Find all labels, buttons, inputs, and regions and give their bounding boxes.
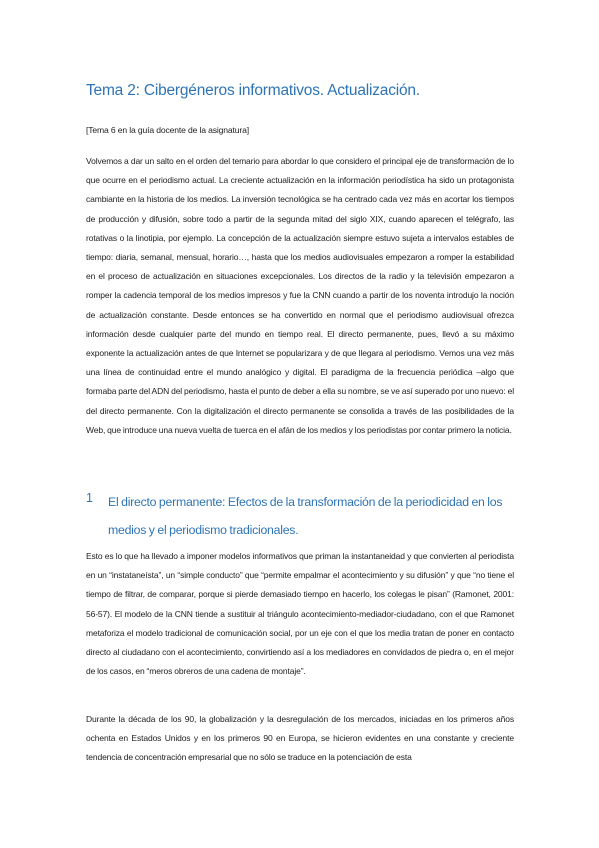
- section-number: 1: [86, 491, 93, 505]
- body-paragraph: Durante la década de los 90, la globalización y la desregulación de los mercados, iniciadas en los primeros años ochenta en Estados Unidos y en los primeros 90 en Europa, se hicieron evidentes en una constante y creciente tendencia de concentración empresarial que no sólo se traduce en la potenciación de esta: [86, 714, 514, 763]
- body-paragraph: Esto es lo que ha llevado a imponer modelos informativos que priman la instantaneidad y que convierten al periodista en un “instataneísta”, un “simple conducto” que “permite empalmar el acontecimiento y su difusión” y que “no tiene el tiempo de filtrar, de comparar, porque si pierde demasiado tiempo en hacerlo, los colegas le pisan” (Ramonet, 2001: 56-57). El modelo de la CNN tiende a sustituir al triángulo acontecimiento-mediador-ciudadano, con el que Ramonet metaforiza el modelo tradicional de comunicación social, por un eje con el que los media tratan de poner en contacto directo al ciudadano con el acontecimiento, convirtiendo así a los mediadores en convidados de piedra o, en el mejor de los casos, en “meros obreros de una cadena de montaje”.: [86, 551, 514, 677]
- section-heading: El directo permanente: Efectos de la transformación de la periodicidad en los medios y el periodismo tradicionales.: [108, 495, 503, 537]
- page-title: Tema 2: Cibergéneros informativos. Actualización.: [86, 82, 420, 99]
- course-guide-note: [Tema 6 en la guía docente de la asignatura]: [86, 125, 250, 135]
- body-paragraph: Volvemos a dar un salto en el orden del temario para abordar lo que considero el principal eje de transformación de lo que ocurre en el periodismo actual. La creciente actualización en la información periodística ha sido un protagonista cambiante en la historia de los medios. La inversión tecnológica se ha centrado cada vez más en acortar los tiempos de producción y difusión, sobre todo a partir de la segunda mitad del siglo XIX, cuando aparecen el telégrafo, las rotativas o la linotipia, por ejemplo. La concepción de la actualización siempre estuvo sujeta a intervalos estables de tiempo: diaria, semanal, mensual, horario…, hasta que los medios audiovisuales empezaron a romper la estabilidad en el proceso de actualización en situaciones excepcionales. Los directos de la radio y la televisión empezaron a romper la cadencia temporal de los medios impresos y fue la CNN cuando a partir de los noventa introdujo la noción de actualización constante. Desde entonces se ha convertido en normal que el periodismo audiovisual ofrezca información desde cualquier parte del mundo en tiempo real. El directo permanente, pues, llevó a su máximo exponente la actualización antes de que Internet se popularizara y de que llegara al periodismo. Vemos una vez más una línea de continuidad entre el mundo analógico y digital. El paradigma de la frecuencia periódica –algo que formaba parte del ADN del periodismo, hasta el punto de deber a ella su nombre, se ve así superado por uno nuevo: el del directo permanente. Con la digitalización el directo permanente se consolida a través de las posibilidades de la Web, que introduce una nueva vuelta de tuerca en el afán de los medios y los periodistas por contar primero la noticia.: [86, 156, 514, 435]
